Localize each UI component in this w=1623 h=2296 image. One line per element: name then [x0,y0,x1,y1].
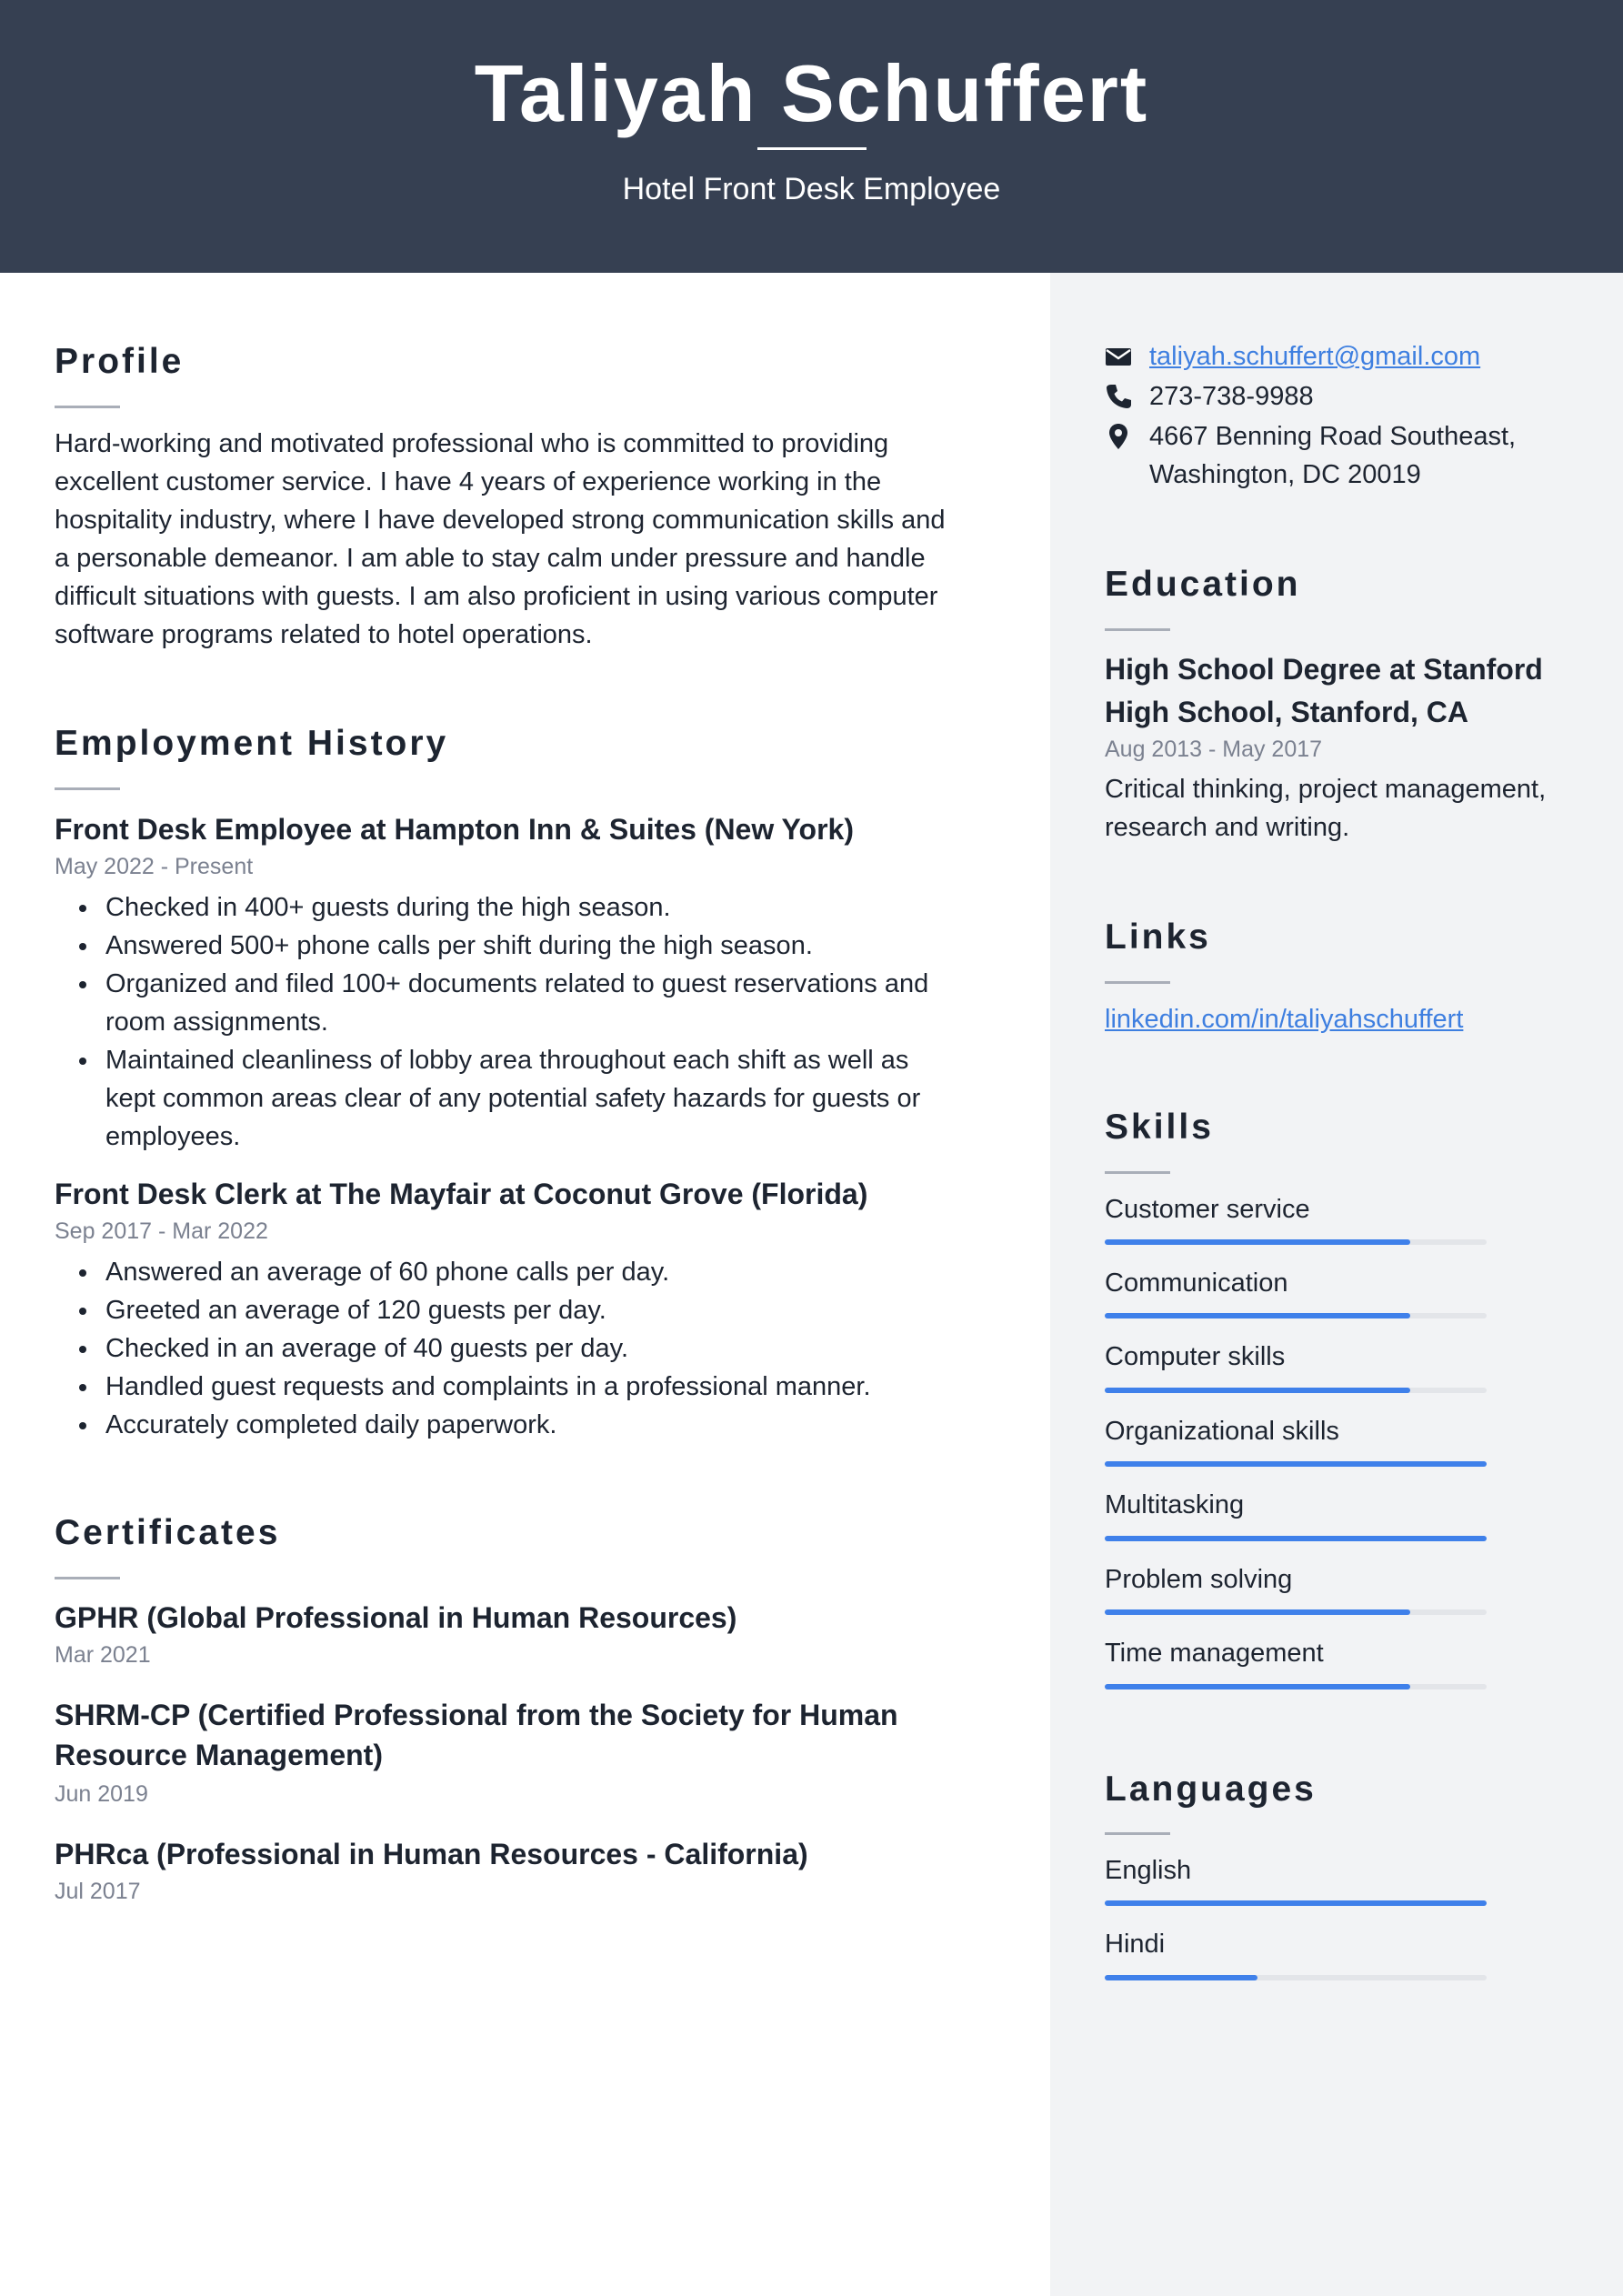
skills-heading: Skills [1105,1108,1214,1147]
linkedin-link[interactable]: linkedin.com/in/taliyahschuffert [1105,1005,1464,1034]
job-bullet: Answered an average of 60 phone calls per day. [55,1253,1018,1291]
certificates-divider [55,1577,120,1579]
certificate-date: Jul 2017 [55,1879,141,1904]
profile-line: excellent customer service. I have 4 years of experience working in the [55,467,882,496]
resume-header [0,0,1623,273]
job-dates: Sep 2017 - Mar 2022 [55,1218,268,1244]
skill-label: Organizational skills [1105,1417,1339,1446]
job-title: Front Desk Employee at Hampton Inn & Suites (New York) [55,813,854,846]
skill-bar-fill [1105,1461,1487,1467]
certificate-title: PHRca (Professional in Human Resources - California) [55,1838,808,1870]
email-link[interactable]: taliyah.schuffert@gmail.com [1149,342,1481,371]
profile-line: hospitality industry, where I have developed strong communication skills and [55,506,946,535]
education-description: Critical thinking, project management, research and writing. [1105,775,1547,842]
job-bullet: Answered 500+ phone calls per shift during the high season. [55,927,1018,965]
skill-bar [1105,1239,1487,1245]
job-bullet: Accurately completed daily paperwork. [55,1406,1018,1444]
skill-bar [1105,1609,1487,1615]
certificate-date: Mar 2021 [55,1642,151,1668]
employment-divider [55,787,120,790]
job-bullet: Organized and filed 100+ documents related to guest reservations and room assignments. [55,965,1018,1041]
job-title: Front Desk Clerk at The Mayfair at Coconut Grove (Florida) [55,1178,868,1210]
languages-divider [1105,1832,1170,1835]
profile-line: difficult situations with guests. I am also proficient in using various computer [55,582,938,611]
skill-bar-fill [1105,1313,1410,1318]
profile-text [55,425,1018,654]
skill-label: Multitasking [1105,1490,1245,1519]
profile-divider [55,406,120,408]
job-bullet: Greeted an average of 120 guests per day. [55,1291,1018,1329]
skill-bar-fill [1105,1684,1410,1689]
language-bar [1105,1900,1487,1906]
job-dates: May 2022 - Present [55,854,254,879]
skill-label: Computer skills [1105,1342,1286,1371]
profile-line: Hard-working and motivated professional who is committed to providing [55,429,889,458]
job-bullet: Maintained cleanliness of lobby area throughout each shift as well as kept common areas clear of any potential safety hazards for guests or employees. [55,1041,1018,1156]
links-divider [1105,981,1170,984]
candidate-job-title: Hotel Front Desk Employee [622,172,1001,206]
skills-divider [1105,1171,1170,1174]
language-label: English [1105,1856,1192,1885]
skill-label: Time management [1105,1639,1324,1668]
language-bar [1105,1975,1487,1980]
education-degree: High School Degree at Stanford High School, Stanford, CA [1105,653,1543,728]
phone-icon [1105,383,1132,410]
certificate-date: Jun 2019 [55,1781,148,1807]
job-bullets [55,888,1018,1156]
skill-bar-fill [1105,1388,1410,1393]
candidate-name: Taliyah Schuffert [474,48,1149,138]
language-label: Hindi [1105,1930,1166,1959]
language-bar-fill [1105,1900,1487,1906]
address-text: 4667 Benning Road Southeast, Washington, DC 20019 [1149,422,1517,489]
education-divider [1105,628,1170,631]
skill-bar [1105,1388,1487,1393]
profile-line: a personable demeanor. I am able to stay calm under pressure and handle [55,544,926,573]
languages-heading: Languages [1105,1770,1317,1809]
skill-bar [1105,1684,1487,1689]
language-bar-fill [1105,1975,1257,1980]
certificates-heading: Certificates [55,1513,281,1552]
certificate-title: GPHR (Global Professional in Human Resources) [55,1601,737,1634]
job-bullet: Checked in 400+ guests during the high season. [55,888,1018,927]
skill-bar [1105,1461,1487,1467]
education-heading: Education [1105,565,1301,604]
phone-number: 273-738-9988 [1149,382,1314,411]
map-pin-icon [1105,423,1132,450]
skill-label: Customer service [1105,1195,1310,1224]
skill-label: Problem solving [1105,1565,1293,1594]
certificate-title: SHRM-CP (Certified Professional from the Society for Human Resource Management) [55,1699,898,1771]
links-heading: Links [1105,917,1211,957]
profile-line: software programs related to hotel operations. [55,620,593,649]
job-bullet: Handled guest requests and complaints in a professional manner. [55,1368,1018,1406]
employment-heading: Employment History [55,724,449,763]
skill-bar-fill [1105,1239,1410,1245]
skill-bar-fill [1105,1609,1410,1615]
skill-bar [1105,1313,1487,1318]
job-bullets [55,1253,1018,1444]
job-bullet: Checked in an average of 40 guests per day. [55,1329,1018,1368]
skill-bar-fill [1105,1536,1487,1541]
profile-heading: Profile [55,342,185,381]
skill-bar [1105,1536,1487,1541]
envelope-icon [1105,343,1132,370]
skill-label: Communication [1105,1268,1288,1298]
education-dates: Aug 2013 - May 2017 [1105,737,1323,762]
header-divider [757,147,867,150]
